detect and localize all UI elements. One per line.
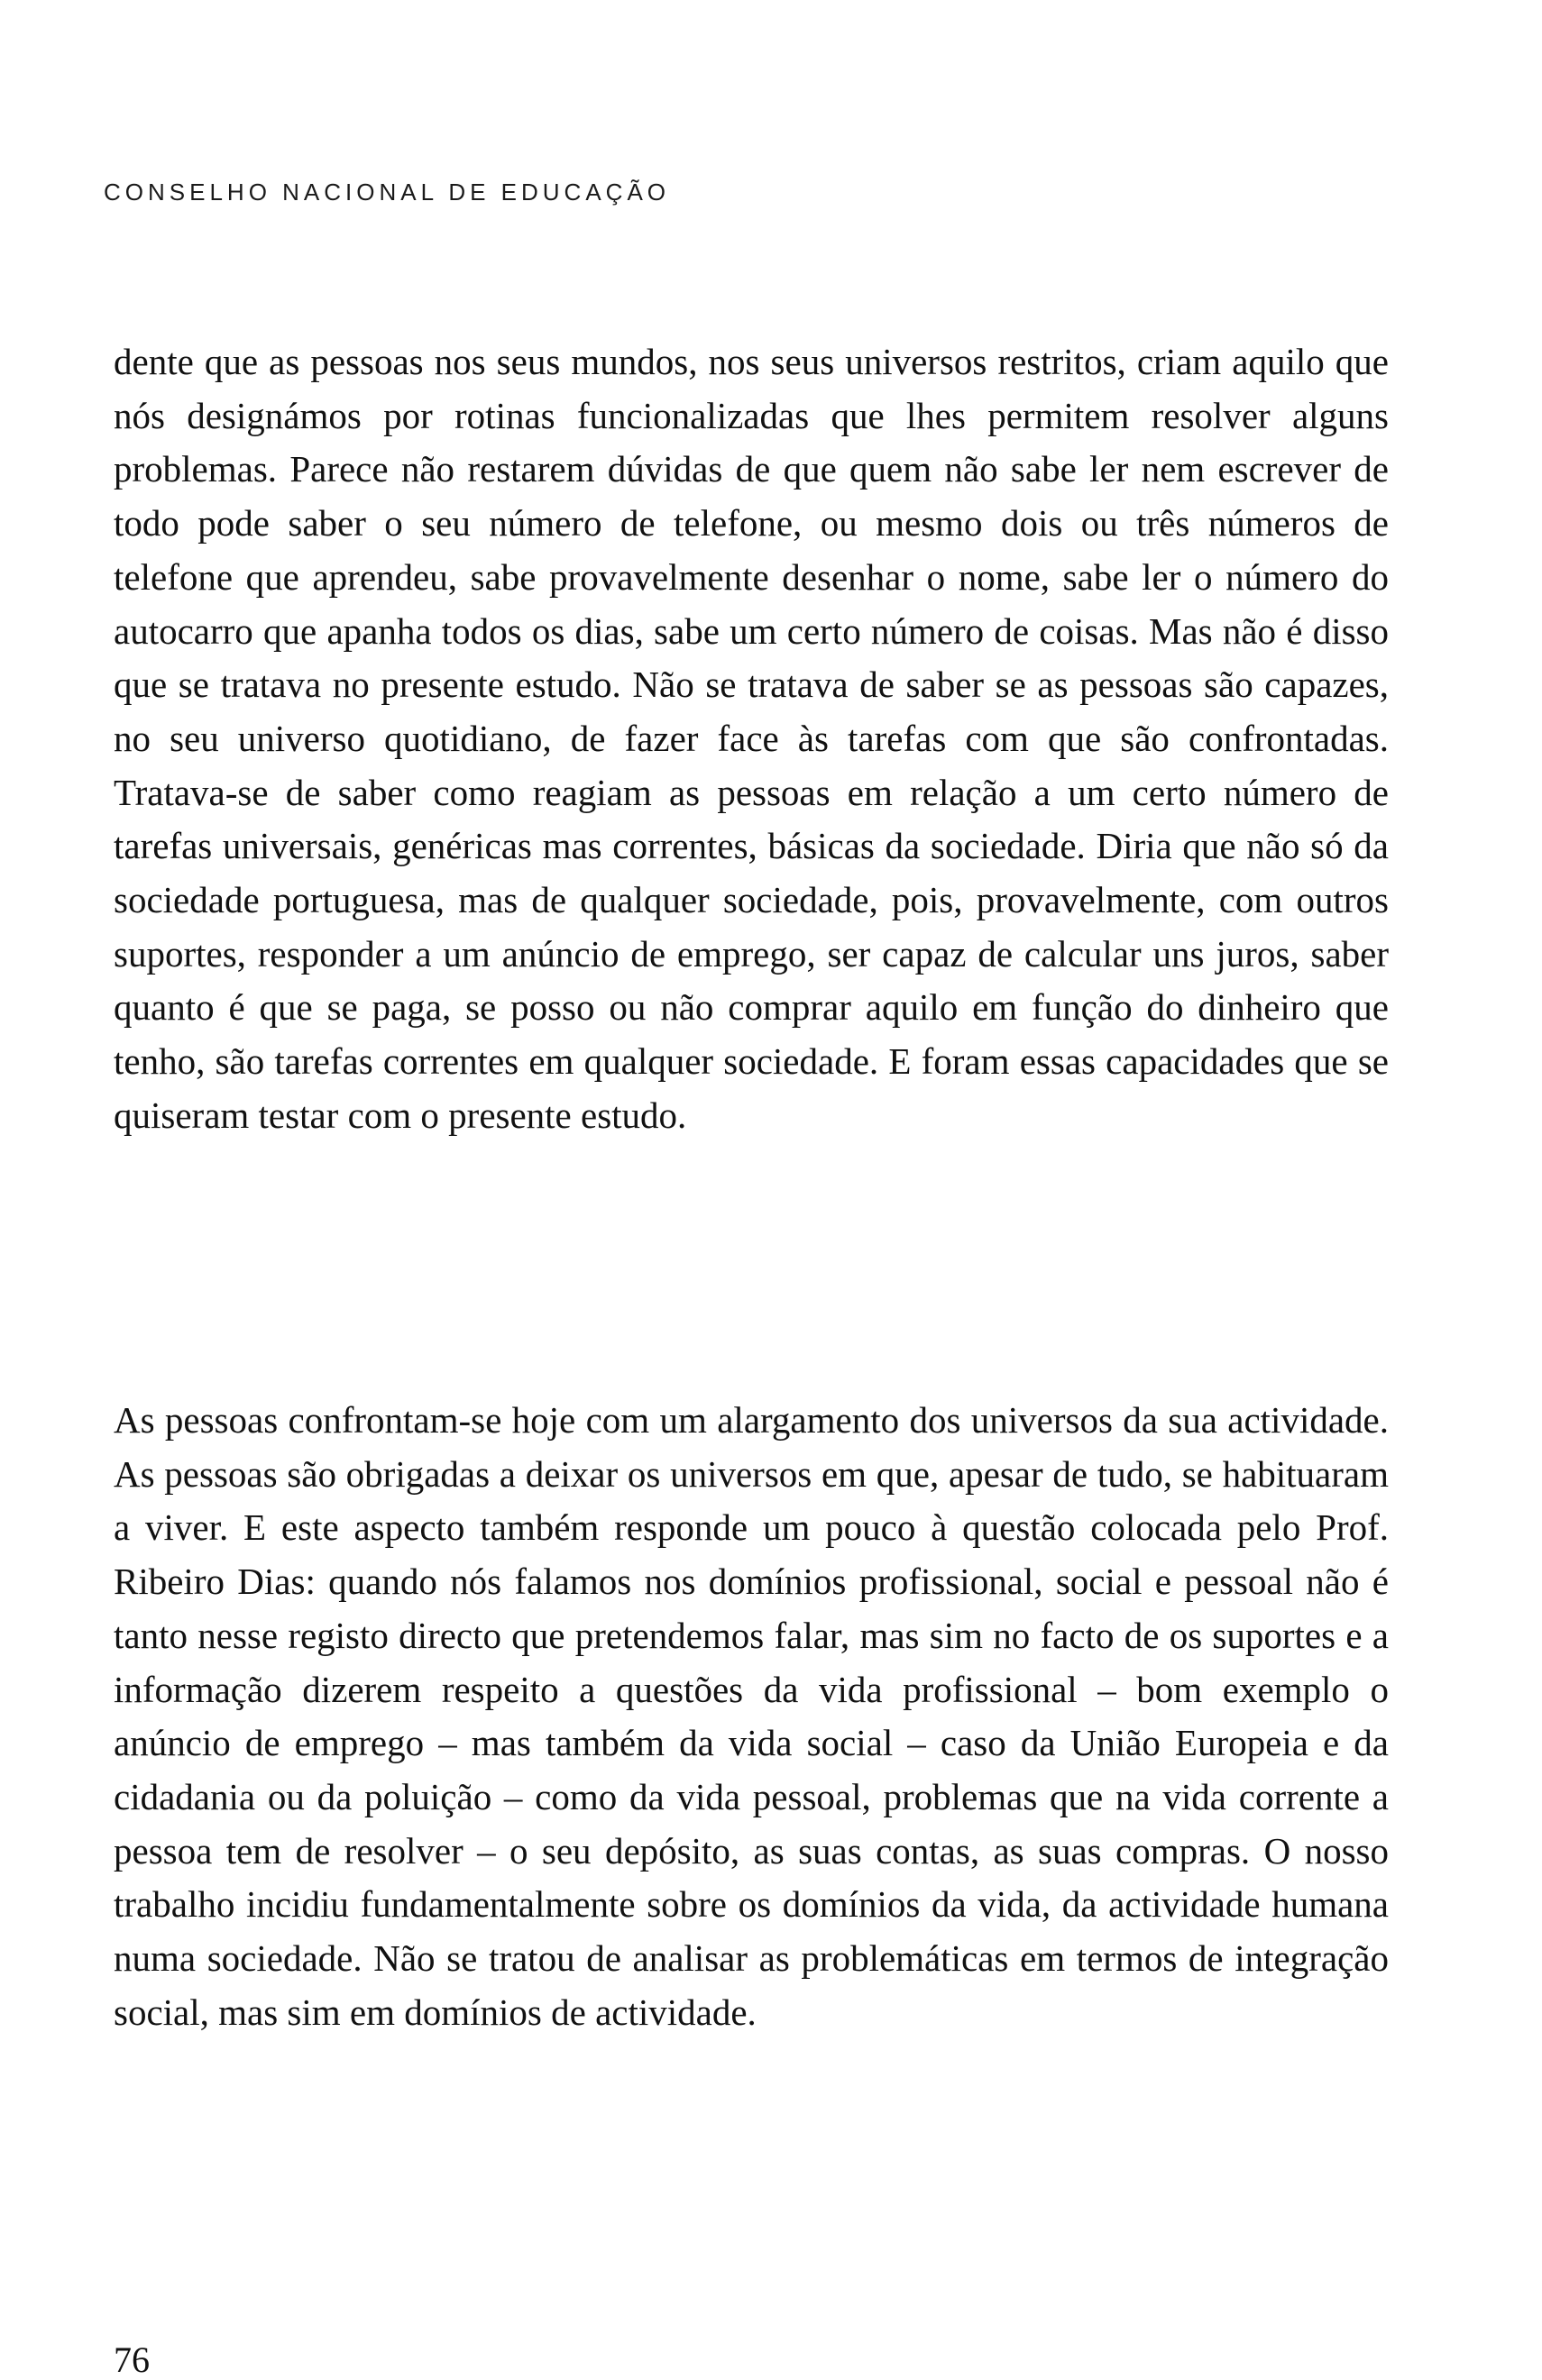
body-paragraph-2: As pessoas confrontam-se hoje com um alargamento dos universos da sua actividade. As pessoas são obrigadas a deixar os universos em que, apesar de tudo, se habituaram a viver. E este aspecto também responde um pouco à questão colocada pelo Prof. Ribeiro Dias: quando nós falamos nos domínios profissional, social e pessoal não é tanto nesse registo directo que pretendemos falar, mas sim no facto de os suportes e a informação dizerem respeito a questões da vida profissional – bom exemplo o anúncio de emprego – mas também da vida social – caso da União Europeia e da cidadania ou da poluição – como da vida pessoal, problemas que na vida corrente a pessoa tem de resolver – o seu depósito, as suas contas, as suas compras. O nosso trabalho incidiu fundamentalmente sobre os domínios da vida, da actividade humana numa sociedade. Não se tratou de analisar as problemáticas em termos de integração social, mas sim em domínios de actividade. (114, 1399, 1389, 2033)
running-header: CONSELHO NACIONAL DE EDUCAÇÃO (104, 178, 671, 206)
page-number: 76 (114, 2339, 150, 2380)
body-paragraph-1: dente que as pessoas nos seus mundos, nos seus universos restritos, criam aquilo que nós designámos por rotinas funcionalizadas que lhes permitem resolver alguns problemas. Parece não restarem dúvidas de que quem não sabe ler nem escrever de todo pode saber o seu número de telefone, ou mesmo dois ou três números de telefone que aprendeu, sabe provavelmente desenhar o nome, sabe ler o número do autocarro que apanha todos os dias, sabe um certo número de coisas. Mas não é disso que se tratava no presente estudo. Não se tratava de saber se as pessoas são capazes, no seu universo quotidiano, de fazer face às tarefas com que são confrontadas. Tratava-se de saber como reagiam as pessoas em relação a um certo número de tarefas universais, genéricas mas correntes, básicas da sociedade. Diria que não só da sociedade portuguesa, mas de qualquer sociedade, pois, provavelmente, com outros suportes, responder a um anúncio de emprego, ser capaz de calcular uns juros, saber quanto é que se paga, se posso ou não comprar aquilo em função do dinheiro que tenho, são tarefas correntes em qualquer sociedade. E foram essas capacidades que se quiseram testar com o presente estudo. (114, 341, 1389, 1136)
